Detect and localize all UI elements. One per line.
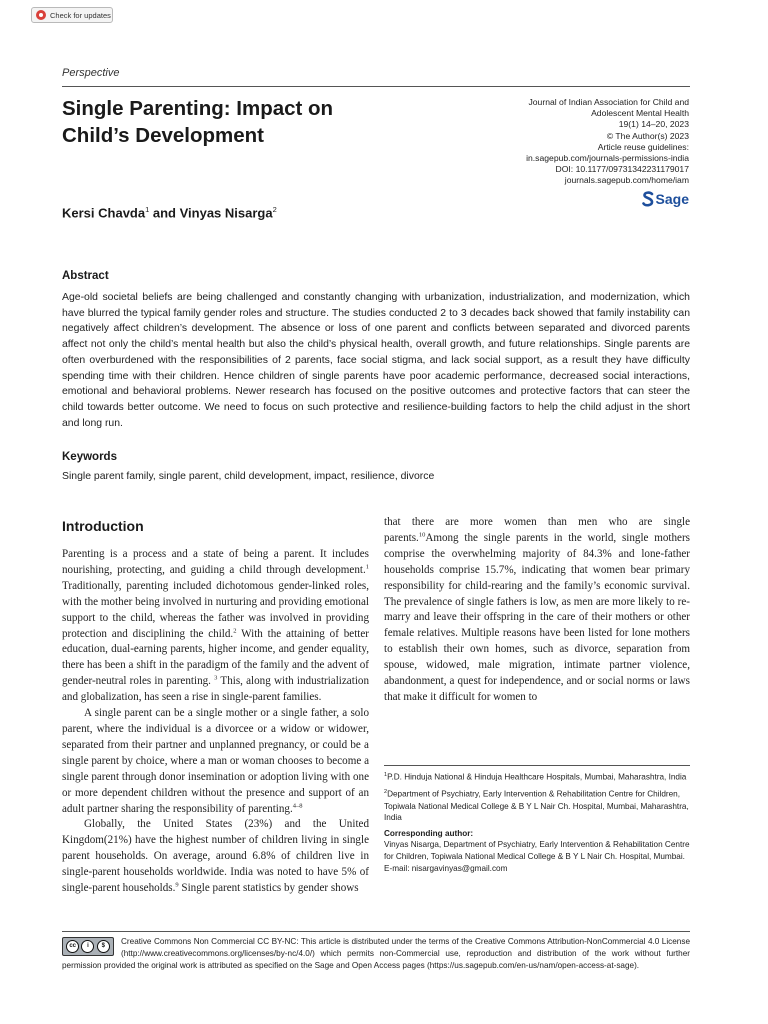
- by-icon: i: [81, 940, 94, 953]
- journal-line: Journal of Indian Association for Child and: [528, 97, 689, 107]
- corresponding-author-email[interactable]: E-mail: nisargavinyas@gmail.com: [384, 863, 508, 873]
- author-affiliation-marker: 2: [272, 205, 277, 214]
- doi-line[interactable]: DOI: 10.1177/09731342231179017: [555, 164, 689, 175]
- affiliation-footnote: $^1$P.D. Hinduja National & Hinduja Healthcare Hospitals, Mumbai, Maharashtra, India: [384, 772, 687, 782]
- sage-wordmark: Sage: [655, 191, 689, 207]
- journal-line: © The Author(s) 2023: [606, 130, 689, 141]
- journal-homepage-line[interactable]: journals.sagepub.com/home/iam: [564, 175, 689, 186]
- citation-ref[interactable]: 3: [214, 674, 218, 682]
- body-column-left: [62, 547, 369, 897]
- cc-by-nc-badge-icon: [62, 937, 114, 956]
- corresponding-author-heading: Corresponding author:: [384, 828, 474, 838]
- cc-icon: cc: [66, 940, 79, 953]
- license-text: Creative Commons Non Commercial CC BY-NC: This article is distributed under the terms of the Creative Commons Attribution-NonCommercial 4.0 License (http://www.creativecommons.org/licenses/by-nc/4.0/) which permits non-Commercial use, reproduction and distribution of the work without further permission provided the original work is attributed as specified on the Sage and Open Access pages (https://us.sagepub.com/en-us/nam/open-access-at-sage).: [62, 937, 690, 970]
- affiliation-footnote: $^2$Department of Psychiatry, Early Intervention & Rehabilitation Centre for Children, Topiwala National Medical College & B Y L Nair Ch. Hospital, Mumbai, Maharashtra, India: [384, 789, 689, 823]
- body-paragraph: Parenting is a process and a state of being a parent. It includes nourishing, protecting, and guiding a child through development.$^1$ Traditionally, parenting included dichotomous gender-linked roles, with the mother being involved in nurturing and providing emotional support to the child, whereas the father was involved in providing protection and disciplining the child.$^2$ With the attaining of better education, dual-earning parents, higher income, and gender equality, there has been a shift in the paradigm of the family and the advent of gender-neutral roles in parenting. $^3$ This, along with industrialization and globalization, has seen a rise in single-parent families.: [62, 548, 369, 704]
- author-name: Kersi Chavda: [62, 205, 146, 221]
- article-title: Single Parenting: Impact on Child’s Development: [62, 97, 334, 147]
- citation-ref[interactable]: 2: [233, 626, 237, 634]
- body-paragraph-continued: that there are more women than men who are single parents.$^{10}$Among the single parents in the world, single mothers comprise the overwhelming majority of 84.3% and lone-father households comprise 15.7%, indicating that women bear primary responsibility for child-rearing and the family’s economic survival. The prevalence of single fathers is low, as men are more likely to re-marry and leave their offspring in the care of their mothers or other female relatives. Multiple reasons have been listed for lone mothers to establish their own homes, such as divorce, separation from spouse, widowed, male migration, intimate partner violence, abandonment, a quest for independence, and or social norms or laws that make it difficult for women to: [384, 516, 690, 703]
- author-name: Vinyas Nisarga: [179, 205, 273, 221]
- citation-ref[interactable]: 10: [418, 531, 426, 539]
- journal-line: Article reuse guidelines:: [597, 141, 689, 152]
- journal-line[interactable]: in.sagepub.com/journals-permissions-india: [526, 153, 689, 164]
- crossmark-icon: [36, 10, 46, 20]
- citation-ref[interactable]: 9: [175, 881, 179, 889]
- body-column-right: [384, 515, 690, 706]
- article-type: Perspective: [62, 67, 120, 79]
- abstract-heading: Abstract: [62, 270, 109, 282]
- journal-line: 19(1) 14–20, 2023: [618, 119, 689, 130]
- journal-info: [429, 97, 689, 187]
- header-divider: [62, 86, 690, 87]
- abstract-body: Age-old societal beliefs are being challenged and constantly changing with urbanization, industrialization, and modernization, which have blurred the typical family gender roles and structure. The studies conducted 2 to 3 decades back showed that family instability can negatively affect children’s development. The absence or loss of one parent and conflicts between separated and divorced parents affect not only the child’s mental health but also the child’s physical health, overall growth, and future relationships. Single parents are often overburdened with the responsibilities of 2 parents, face social stigma, and lack social support, as a result they have difficulty spending time with their children. Hence children of single parents have poor academic performance, decreased social interactions, emotional and behavioral problems. Newer research has focused on the positive outcomes and protective factors that can steer the child towards better outcome. We need to focus on such protective and resilience-building factors to help the child adjust in the short and long run.: [62, 292, 690, 429]
- corresponding-author-details: Vinyas Nisarga, Department of Psychiatry, Early Intervention & Rehabilitation Centre for Children, Topiwala National Medical College & B Y L Nair Ch. Hospital, Mumbai.: [384, 840, 690, 862]
- body-paragraph: Globally, the United States (23%) and the United Kingdom(21%) have the highest number of children living in single parent households. On average, around 6.8% of children live in single-parent households worldwide. India was noted to have 5% of single-parent households.$^9$ Single parent statistics by gender shows: [62, 818, 369, 895]
- footnotes: [384, 770, 690, 874]
- body-paragraph: A single parent can be a single mother or a single father, a solo parent, where the individual is a divorcee or a widow or widower, separated from their partner and unplanned pregnancy, or could be a single parent by choice, where a man or woman chooses to become a single parent through donor insemination or adoption living with one or more dependent children without the presence and support of an adult partner sharing the responsibility of parenting.$^{4-8}$: [62, 707, 369, 815]
- license-divider: [62, 931, 690, 932]
- check-for-updates-button[interactable]: [31, 7, 113, 23]
- author-affiliation-marker: 1: [145, 205, 150, 214]
- introduction-heading: Introduction: [62, 518, 144, 534]
- author-joiner: and: [149, 205, 180, 221]
- journal-line: Adolescent Mental Health: [591, 108, 689, 119]
- citation-ref[interactable]: 1: [365, 563, 369, 571]
- check-for-updates-label: Check for updates: [50, 10, 111, 20]
- license-statement: [62, 936, 690, 972]
- keywords-list: Single parent family, single parent, child development, impact, resilience, divorce: [62, 471, 435, 482]
- sage-logo: [642, 191, 689, 207]
- keywords-heading: Keywords: [62, 451, 117, 463]
- sage-s-icon: [642, 191, 654, 207]
- citation-ref[interactable]: 4–8: [292, 801, 303, 809]
- footnote-divider: [384, 765, 690, 766]
- nc-icon: $: [97, 940, 110, 953]
- author-list: [62, 205, 277, 220]
